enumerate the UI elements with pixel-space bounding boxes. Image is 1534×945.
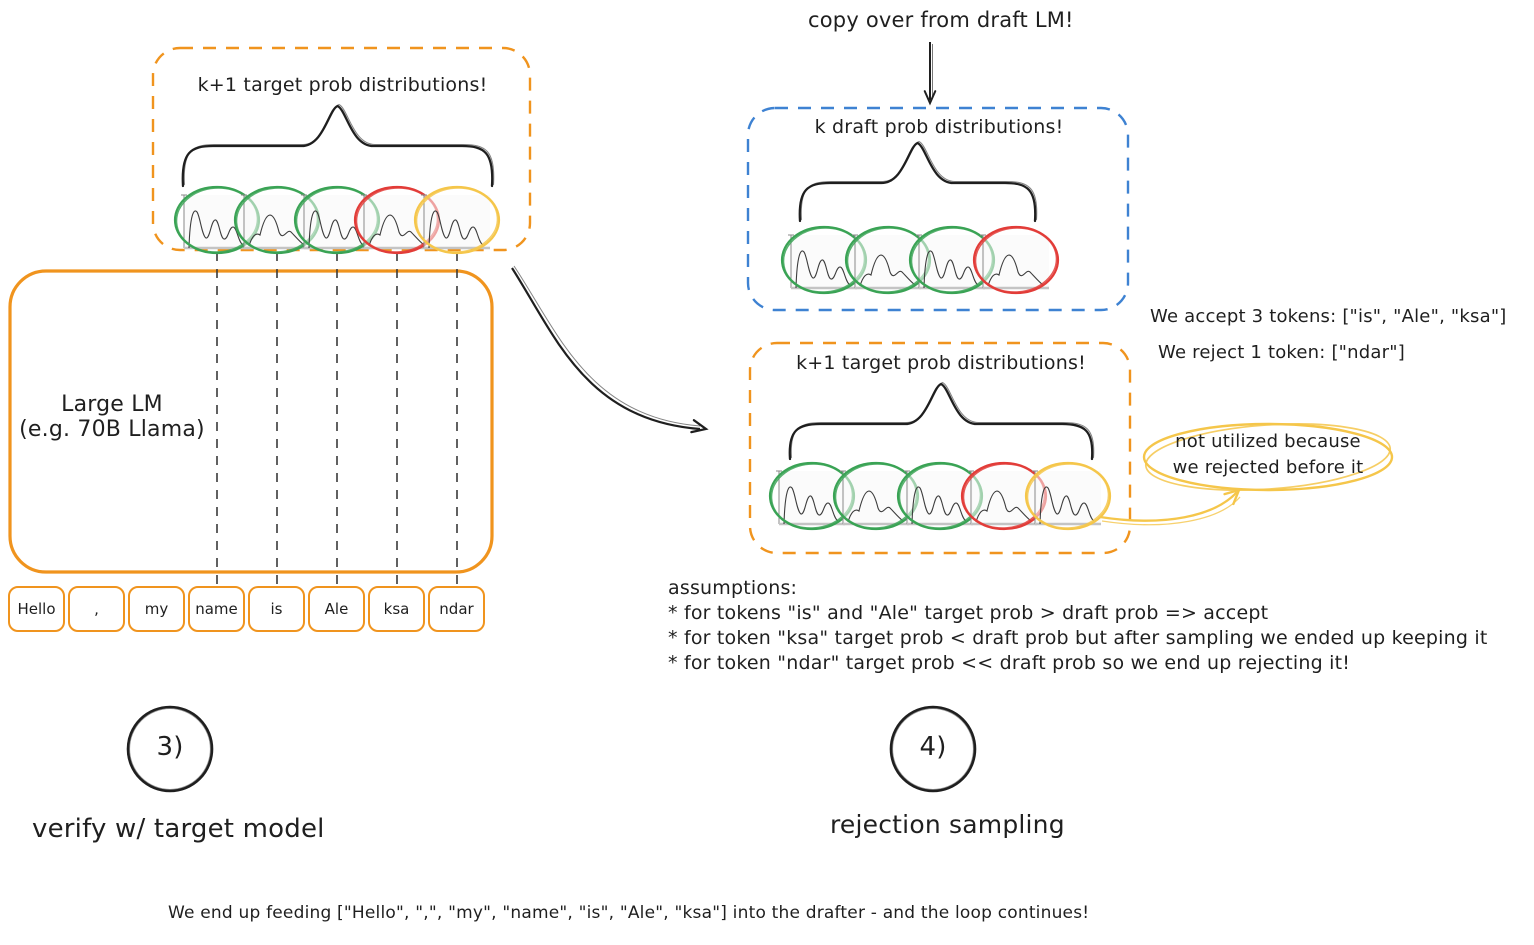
token-label: is xyxy=(270,600,283,618)
rejected-bubble-line1: not utilized because xyxy=(1175,431,1361,452)
step-4-label: rejection sampling xyxy=(830,810,1065,839)
down-arrow-icon xyxy=(925,42,936,103)
token-label: Ale xyxy=(324,600,349,618)
curly-brace xyxy=(800,142,1037,222)
assumption-item: * for token "ndar" target prob << draft prob so we end up rejecting it! xyxy=(668,652,1351,674)
token-label: my xyxy=(144,600,169,618)
accept-note: We accept 3 tokens: ["is", "Ale", "ksa"] xyxy=(1150,306,1507,327)
token-label: ndar xyxy=(439,600,474,618)
token-label: ksa xyxy=(383,600,410,618)
assumption-item: * for tokens "is" and "Ale" target prob > draft prob => accept xyxy=(668,602,1269,624)
probability-distribution-plot xyxy=(1032,471,1101,524)
large-lm-label-line1: Large LM xyxy=(61,392,163,417)
copy-over-note: copy over from draft LM! xyxy=(808,8,1074,32)
target-top-box-title: k+1 target prob distributions! xyxy=(197,74,488,96)
assumptions-heading: assumptions: xyxy=(668,577,798,599)
step-3-number: 3) xyxy=(156,732,184,762)
token-box xyxy=(428,586,485,632)
step-3-label: verify w/ target model xyxy=(32,814,325,844)
token-box xyxy=(128,586,185,632)
step-4-number: 4) xyxy=(919,732,947,762)
probability-distribution-plot xyxy=(980,235,1049,288)
token-label: Hello xyxy=(17,600,56,618)
token-box xyxy=(308,586,365,632)
token-label: name xyxy=(195,600,238,618)
draft-box-title: k draft prob distributions! xyxy=(814,116,1064,138)
rejected-bubble-line2: we rejected before it xyxy=(1172,457,1364,478)
token-box xyxy=(8,586,65,632)
assumptions-list xyxy=(668,601,1488,676)
token-box xyxy=(188,586,245,632)
curved-arrow xyxy=(512,266,706,432)
bubble-arrow xyxy=(1100,490,1240,525)
assumptions-block xyxy=(668,576,1488,676)
curly-brace xyxy=(790,383,1094,460)
token-box xyxy=(248,586,305,632)
token-box xyxy=(68,586,125,632)
footer-note: We end up feeding ["Hello", ",", "my", "name", "is", "Ale", "ksa"] into the drafter - and the loop continues! xyxy=(168,903,1090,923)
curly-brace xyxy=(183,105,494,187)
token-box xyxy=(368,586,425,632)
token-label: , xyxy=(94,600,99,618)
large-lm-label xyxy=(12,392,212,442)
assumption-item: * for token "ksa" target prob < draft prob but after sampling we ended up keeping it xyxy=(668,627,1488,649)
probability-distribution-plot xyxy=(421,195,490,248)
reject-note: We reject 1 token: ["ndar"] xyxy=(1158,342,1405,363)
target-right-box-title: k+1 target prob distributions! xyxy=(796,352,1086,374)
large-lm-label-line2: (e.g. 70B Llama) xyxy=(19,417,205,442)
